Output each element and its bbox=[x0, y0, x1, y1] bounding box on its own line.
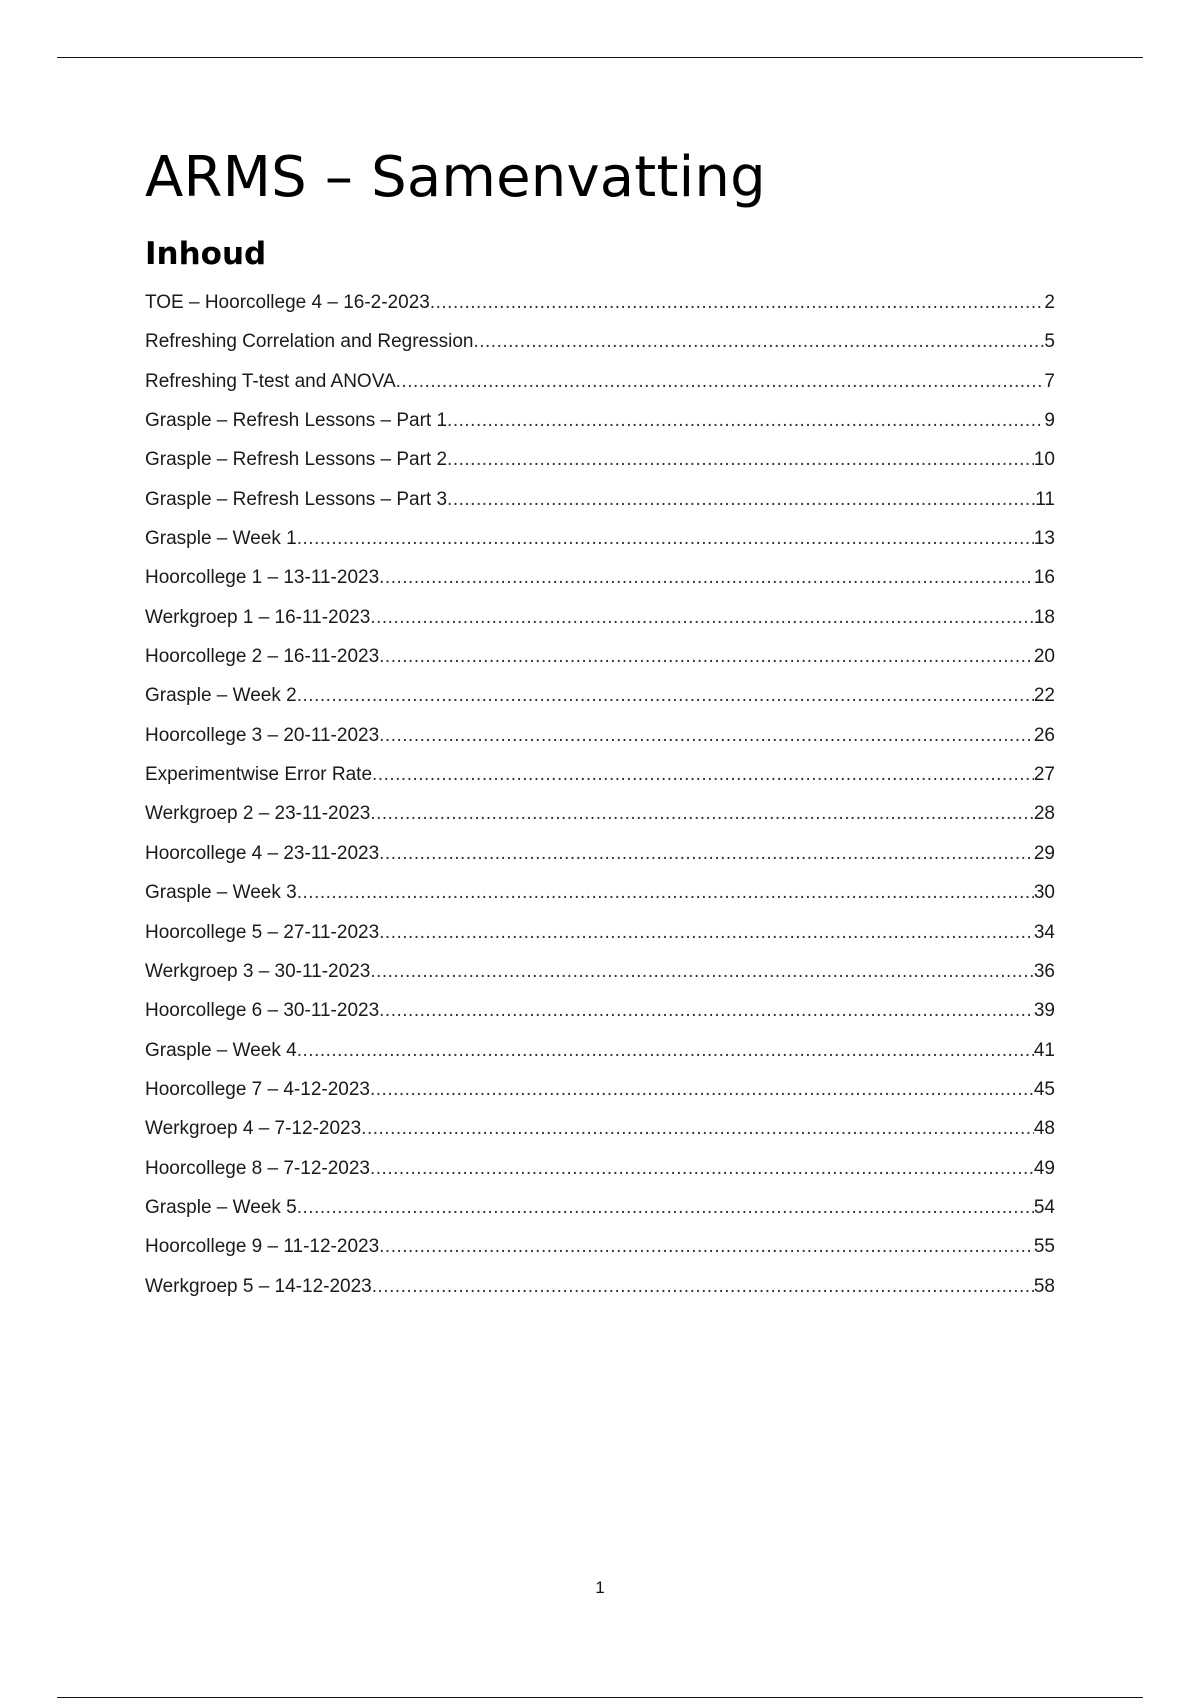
toc-entry[interactable] bbox=[145, 1188, 1055, 1227]
toc-entry-label: Werkgroep 5 – 14-12-2023 bbox=[145, 1275, 372, 1297]
toc-entry-label: Hoorcollege 5 – 27-11-2023 bbox=[145, 921, 380, 943]
toc-entry-label: Hoorcollege 9 – 11-12-2023 bbox=[145, 1236, 380, 1258]
toc-entry[interactable] bbox=[145, 519, 1055, 558]
toc-entry-page: 27 bbox=[1033, 764, 1055, 786]
toc-entry[interactable] bbox=[145, 480, 1055, 519]
toc-dot-leader bbox=[372, 1267, 1034, 1306]
toc-dot-leader bbox=[370, 952, 1034, 991]
toc-entry-page: 28 bbox=[1033, 803, 1055, 825]
toc-entry-page: 22 bbox=[1033, 685, 1055, 707]
toc-entry[interactable] bbox=[145, 716, 1055, 755]
toc-dot-leader bbox=[379, 558, 1034, 597]
toc-dot-leader bbox=[447, 440, 1034, 479]
toc-entry[interactable] bbox=[145, 1070, 1055, 1109]
toc-entry[interactable] bbox=[145, 676, 1055, 715]
toc-entry-label: Hoorcollege 8 – 7-12-2023 bbox=[145, 1157, 370, 1179]
toc-entry[interactable] bbox=[145, 1031, 1055, 1070]
toc-entry-label: Werkgroep 2 – 23-11-2023 bbox=[145, 803, 371, 825]
toc-entry-label: Grasple – Week 1 bbox=[145, 528, 297, 550]
toc-entry-label: TOE – Hoorcollege 4 – 16-2-2023 bbox=[145, 292, 430, 313]
toc-entry-page: 9 bbox=[1044, 410, 1055, 432]
toc-entry[interactable] bbox=[145, 794, 1055, 833]
toc-entry-page: 39 bbox=[1033, 1000, 1055, 1022]
toc-entry-page: 29 bbox=[1033, 842, 1055, 864]
toc-dot-leader bbox=[379, 991, 1034, 1030]
toc-entry-page: 26 bbox=[1033, 724, 1055, 746]
toc-entry[interactable] bbox=[145, 991, 1055, 1030]
toc-entry-label: Hoorcollege 1 – 13-11-2023 bbox=[145, 567, 380, 589]
toc-entry-page: 49 bbox=[1033, 1157, 1055, 1179]
toc-dot-leader bbox=[297, 676, 1034, 715]
toc-entry-label: Grasple – Refresh Lessons – Part 3 bbox=[145, 488, 448, 510]
toc-entry[interactable] bbox=[145, 873, 1055, 912]
toc-entry-page: 48 bbox=[1033, 1118, 1055, 1140]
toc-entry[interactable] bbox=[145, 558, 1055, 597]
toc-entry-page: 45 bbox=[1033, 1078, 1055, 1100]
toc-entry-label: Grasple – Refresh Lessons – Part 2 bbox=[145, 449, 448, 471]
toc-entry-label: Werkgroep 4 – 7-12-2023 bbox=[145, 1118, 362, 1140]
toc-entry-label: Grasple – Week 5 bbox=[145, 1196, 297, 1218]
toc-entry[interactable] bbox=[145, 401, 1055, 440]
toc-entry[interactable] bbox=[145, 637, 1055, 676]
toc-entry[interactable] bbox=[145, 1267, 1055, 1306]
header-rule bbox=[57, 57, 1143, 58]
toc-dot-leader bbox=[379, 716, 1034, 755]
toc-entry-label: Hoorcollege 3 – 20-11-2023 bbox=[145, 724, 380, 746]
toc-entry[interactable] bbox=[145, 1109, 1055, 1148]
toc-dot-leader bbox=[473, 322, 1044, 361]
toc-entry-page: 2 bbox=[1044, 292, 1055, 313]
toc-dot-leader bbox=[361, 1109, 1034, 1148]
toc-dot-leader bbox=[297, 873, 1034, 912]
toc-entry-page: 10 bbox=[1033, 449, 1055, 471]
toc-entry[interactable] bbox=[145, 598, 1055, 637]
toc-entry-label: Grasple – Refresh Lessons – Part 1 bbox=[145, 410, 448, 432]
footer-rule bbox=[57, 1697, 1143, 1698]
toc-entry[interactable] bbox=[145, 834, 1055, 873]
toc-entry-page: 5 bbox=[1044, 331, 1055, 353]
toc-entry-page: 58 bbox=[1033, 1275, 1055, 1297]
toc-heading: Inhoud bbox=[145, 236, 267, 272]
toc-dot-leader bbox=[370, 1149, 1034, 1188]
toc-dot-leader bbox=[447, 401, 1044, 440]
toc-entry-page: 36 bbox=[1033, 960, 1055, 982]
toc-entry[interactable] bbox=[145, 755, 1055, 794]
toc-entry[interactable] bbox=[145, 952, 1055, 991]
toc-entry-page: 13 bbox=[1033, 528, 1055, 550]
toc-entry-page: 20 bbox=[1033, 646, 1055, 668]
toc-dot-leader bbox=[297, 1031, 1034, 1070]
toc-entry[interactable] bbox=[145, 322, 1055, 361]
toc-entry-label: Grasple – Week 2 bbox=[145, 685, 297, 707]
toc-entry[interactable] bbox=[145, 913, 1055, 952]
toc-entry-page: 11 bbox=[1035, 488, 1055, 510]
toc-entry-label: Hoorcollege 6 – 30-11-2023 bbox=[145, 1000, 380, 1022]
toc-entry-page: 16 bbox=[1033, 567, 1055, 589]
toc-dot-leader bbox=[379, 1227, 1034, 1266]
toc-entry-page: 55 bbox=[1033, 1236, 1055, 1258]
toc-entry-label: Grasple – Week 4 bbox=[145, 1039, 297, 1061]
toc-dot-leader bbox=[370, 1070, 1034, 1109]
toc-dot-leader bbox=[370, 794, 1034, 833]
toc-entry[interactable] bbox=[145, 362, 1055, 401]
toc-entry-page: 54 bbox=[1033, 1196, 1055, 1218]
toc-dot-leader bbox=[370, 598, 1034, 637]
toc-entry-label: Grasple – Week 3 bbox=[145, 882, 297, 904]
document-title: ARMS – Samenvatting bbox=[145, 145, 766, 210]
toc-entry-label: Hoorcollege 4 – 23-11-2023 bbox=[145, 842, 380, 864]
table-of-contents bbox=[145, 283, 1055, 1306]
toc-dot-leader bbox=[447, 480, 1035, 519]
toc-entry-label: Experimentwise Error Rate bbox=[145, 764, 373, 786]
toc-entry[interactable] bbox=[145, 440, 1055, 479]
toc-entry-page: 18 bbox=[1033, 606, 1055, 628]
toc-dot-leader bbox=[372, 755, 1034, 794]
toc-entry[interactable] bbox=[145, 1149, 1055, 1188]
toc-dot-leader bbox=[297, 519, 1034, 558]
toc-entry-label: Refreshing Correlation and Regression bbox=[145, 331, 474, 353]
toc-entry-page: 7 bbox=[1044, 370, 1055, 392]
toc-entry-page: 30 bbox=[1033, 882, 1055, 904]
toc-entry-label: Hoorcollege 2 – 16-11-2023 bbox=[145, 646, 380, 668]
toc-dot-leader bbox=[396, 362, 1045, 401]
toc-dot-leader bbox=[379, 834, 1034, 873]
toc-entry-label: Werkgroep 3 – 30-11-2023 bbox=[145, 960, 371, 982]
toc-entry-page: 34 bbox=[1033, 921, 1055, 943]
toc-dot-leader bbox=[430, 283, 1045, 322]
toc-dot-leader bbox=[379, 913, 1034, 952]
toc-entry-label: Refreshing T-test and ANOVA bbox=[145, 370, 396, 392]
toc-entry[interactable] bbox=[145, 1227, 1055, 1266]
toc-entry-page: 41 bbox=[1033, 1039, 1055, 1061]
toc-entry-label: Werkgroep 1 – 16-11-2023 bbox=[145, 606, 371, 628]
toc-dot-leader bbox=[297, 1188, 1034, 1227]
toc-dot-leader bbox=[379, 637, 1034, 676]
page-number: 1 bbox=[595, 1578, 605, 1597]
toc-entry[interactable] bbox=[145, 283, 1055, 322]
toc-entry-label: Hoorcollege 7 – 4-12-2023 bbox=[145, 1078, 370, 1100]
